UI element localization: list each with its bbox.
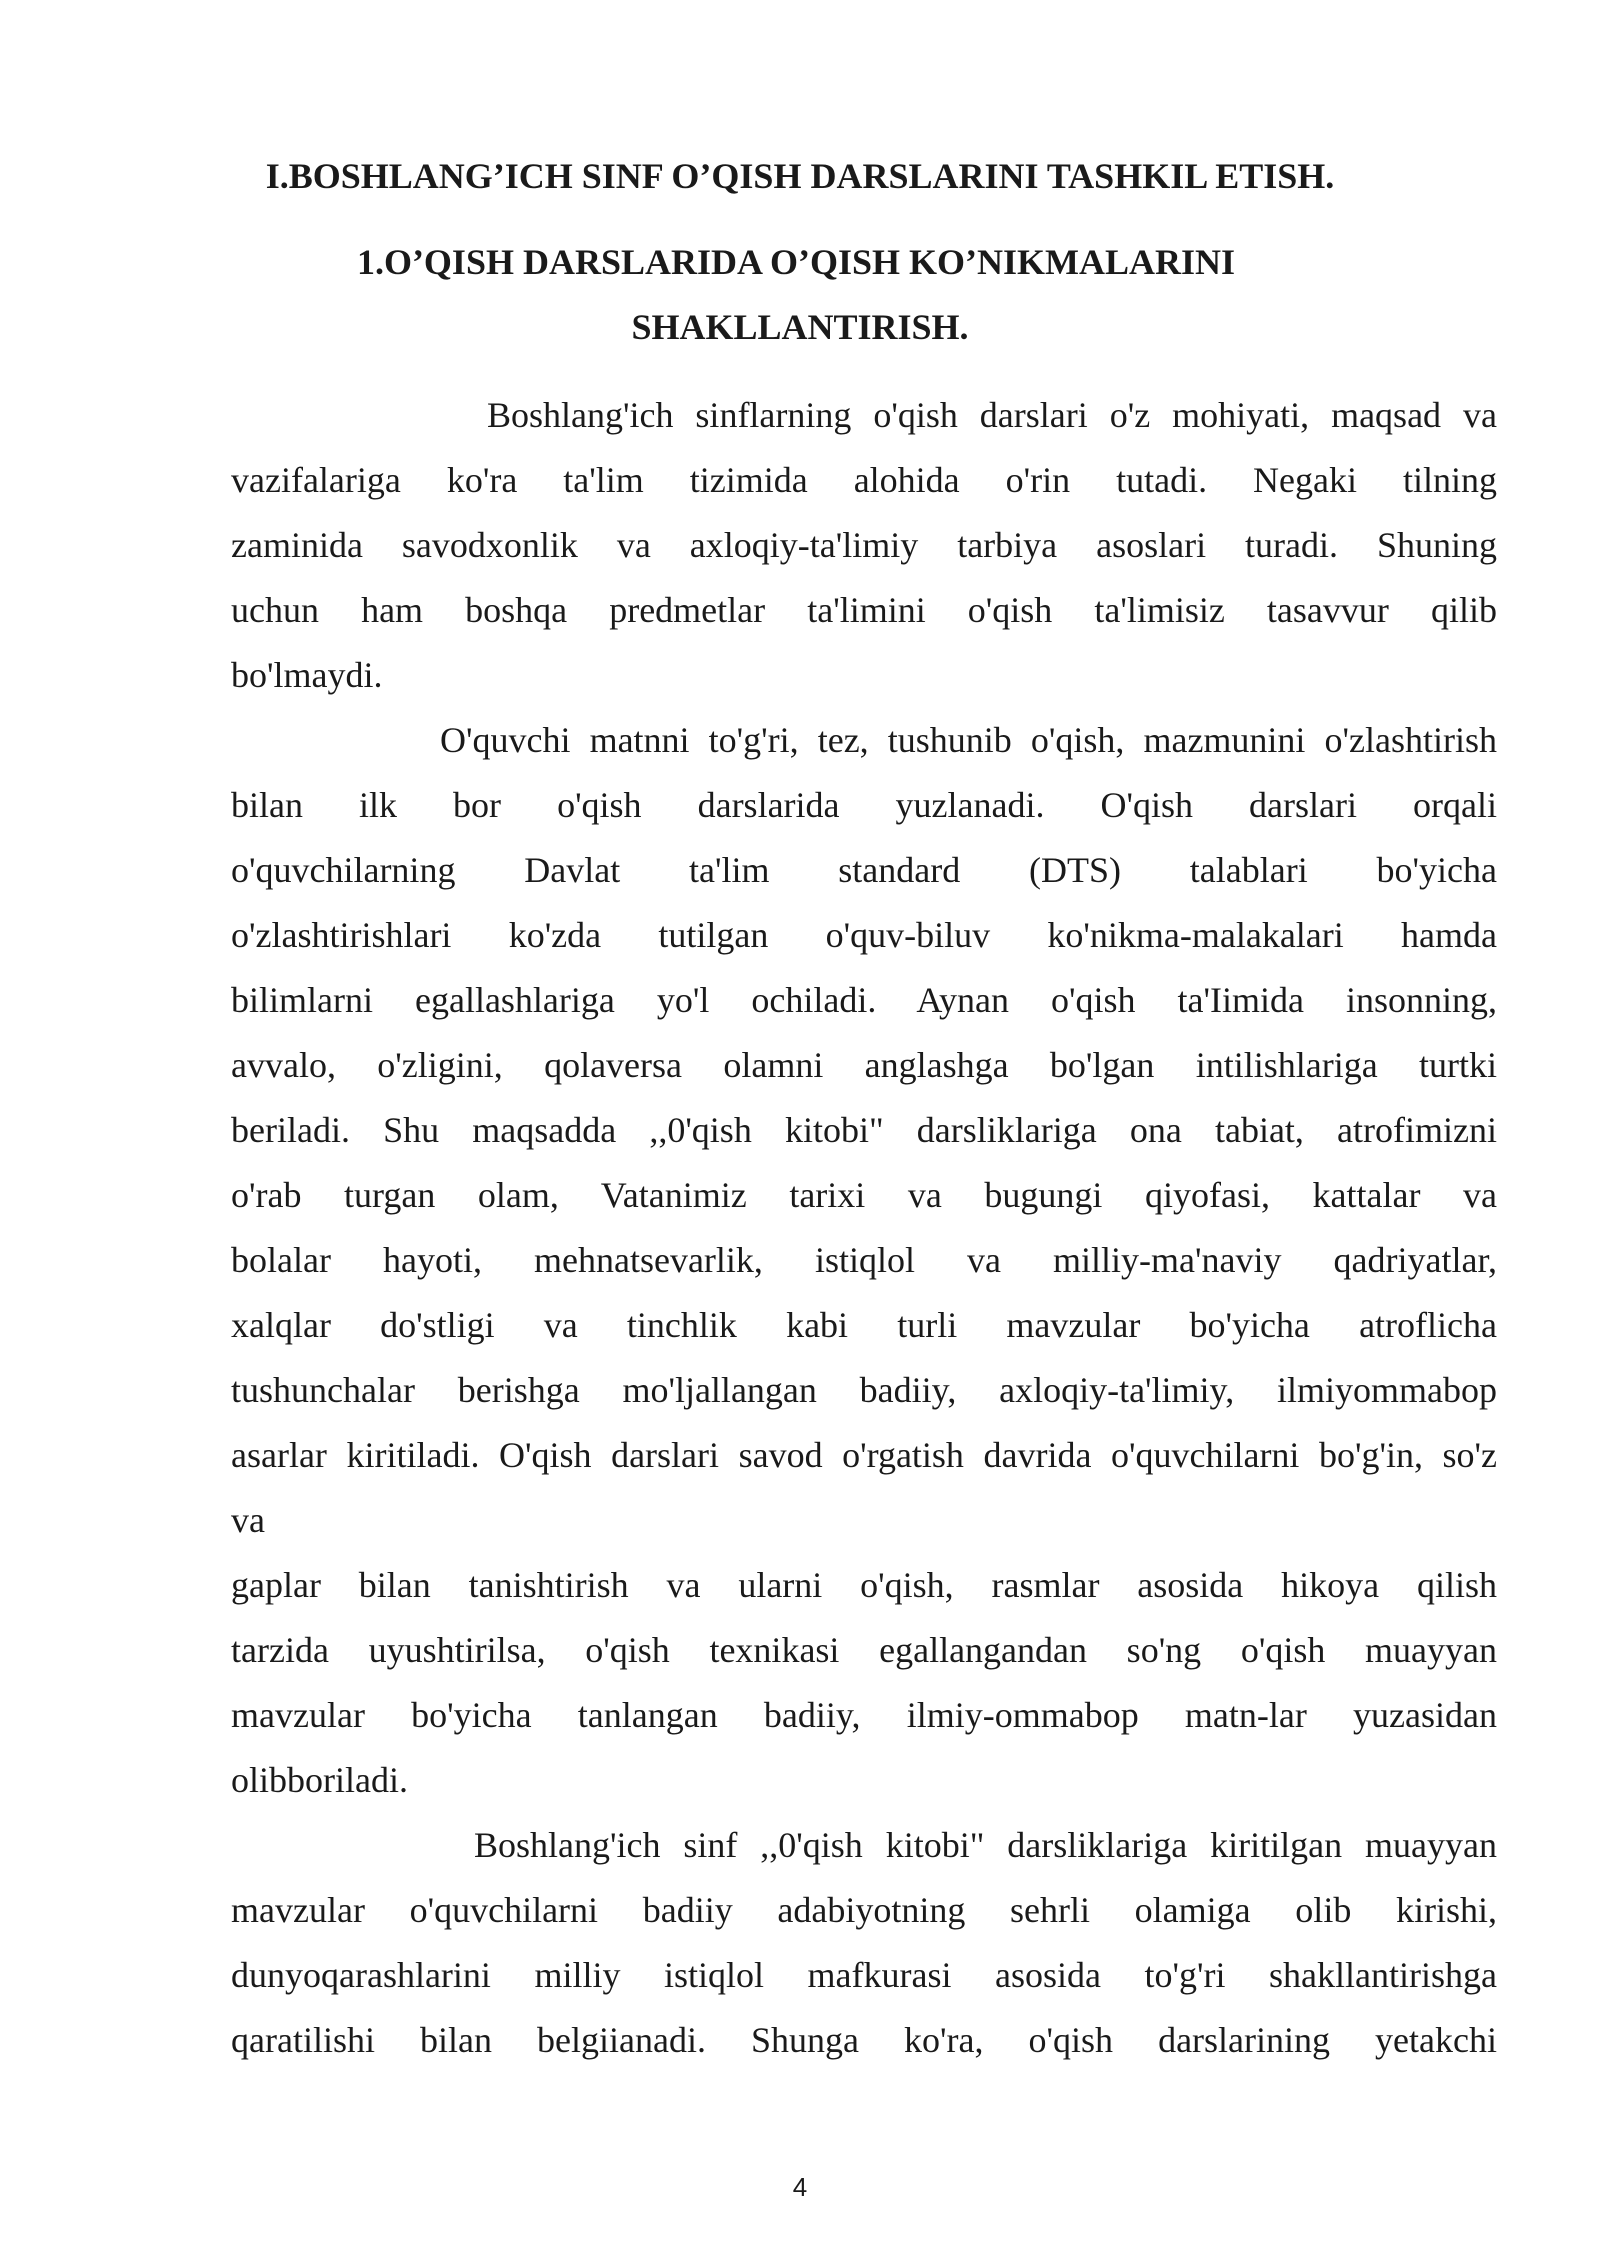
text-line: qaratilishi bilan belgiianadi. Shunga ko'ra, o'qish darslarining yetakchi xyxy=(231,2020,1497,2060)
text-line: Boshlang'ich sinflarning o'qish darslari o'z mohiyati, maqsad va xyxy=(487,395,1497,435)
text-line: tarzida uyushtirilsa, o'qish texnikasi egallangandan so'ng o'qish muayyan xyxy=(231,1630,1497,1670)
text-line: o'zlashtirishlari ko'zda tutilgan o'quv-biluv ko'nikma-malakalari hamda xyxy=(231,915,1497,955)
text-line: O'quvchi matnni to'g'ri, tez, tushunib o'qish, mazmunini o'zlashtirish xyxy=(440,720,1497,760)
text-line: olibboriladi. xyxy=(231,1760,408,1800)
text-line: dunyoqarashlarini milliy istiqlol mafkurasi asosida to'g'ri shakllantirishga xyxy=(231,1955,1497,1995)
text-line: vazifalariga ko'ra ta'lim tizimida alohida o'rin tutadi. Negaki tilning xyxy=(231,460,1497,500)
text-line: Boshlang'ich sinf ,,0'qish kitobi" darsliklariga kiritilgan muayyan xyxy=(474,1825,1497,1865)
page-number: 4 xyxy=(792,2172,808,2202)
text-line: bilan ilk bor o'qish darslarida yuzlanadi. O'qish darslari orqali xyxy=(231,785,1497,825)
text-line: uchun ham boshqa predmetlar ta'limini o'qish ta'limisiz tasavvur qilib xyxy=(231,590,1497,630)
text-line: avvalo, o'zligini, qolaversa olamni anglashga bo'lgan intilishlariga turtki xyxy=(231,1045,1497,1085)
text-line: asarlar kiritiladi. O'qish darslari savod o'rgatish davrida o'quvchilarni bo'g'in, so'z xyxy=(231,1435,1497,1475)
text-line: xalqlar do'stligi va tinchlik kabi turli mavzular bo'yicha atroflicha xyxy=(231,1305,1497,1345)
text-line: o'quvchilarning Davlat ta'lim standard (DTS) talablari bo'yicha xyxy=(231,850,1497,890)
text-line: mavzular o'quvchilarni badiiy adabiyotning sehrli olamiga olib kirishi, xyxy=(231,1890,1497,1930)
text-line: beriladi. Shu maqsadda ,,0'qish kitobi" darsliklariga ona tabiat, atrofimizni xyxy=(231,1110,1497,1150)
text-line: bilimlarni egallashlariga yo'l ochiladi. Aynan o'qish ta'Iimida insonning, xyxy=(231,980,1497,1020)
section-title-line-1: 1.O’QISH DARSLARIDA O’QISH KO’NIKMALARINI xyxy=(356,242,1236,282)
chapter-title: I.BOSHLANG’ICH SINF O’QISH DARSLARINI TASHKIL ETISH. xyxy=(265,156,1335,196)
text-line: va xyxy=(231,1500,265,1540)
text-line: gaplar bilan tanishtirish va ularni o'qish, rasmlar asosida hikoya qilish xyxy=(231,1565,1497,1605)
text-line: o'rab turgan olam, Vatanimiz tarixi va bugungi qiyofasi, kattalar va xyxy=(231,1175,1497,1215)
text-line: bo'lmaydi. xyxy=(231,655,383,695)
text-line: bolalar hayoti, mehnatsevarlik, istiqlol va milliy-ma'naviy qadriyatlar, xyxy=(231,1240,1497,1280)
text-line: mavzular bo'yicha tanlangan badiiy, ilmiy-ommabop matn-lar yuzasidan xyxy=(231,1695,1497,1735)
text-line: zaminida savodxonlik va axloqiy-ta'limiy tarbiya asoslari turadi. Shuning xyxy=(231,525,1497,565)
section-title-line-2: SHAKLLANTIRISH. xyxy=(631,307,969,347)
text-line: tushunchalar berishga mo'ljallangan badiiy, axloqiy-ta'limiy, ilmiyommabop xyxy=(231,1370,1497,1410)
